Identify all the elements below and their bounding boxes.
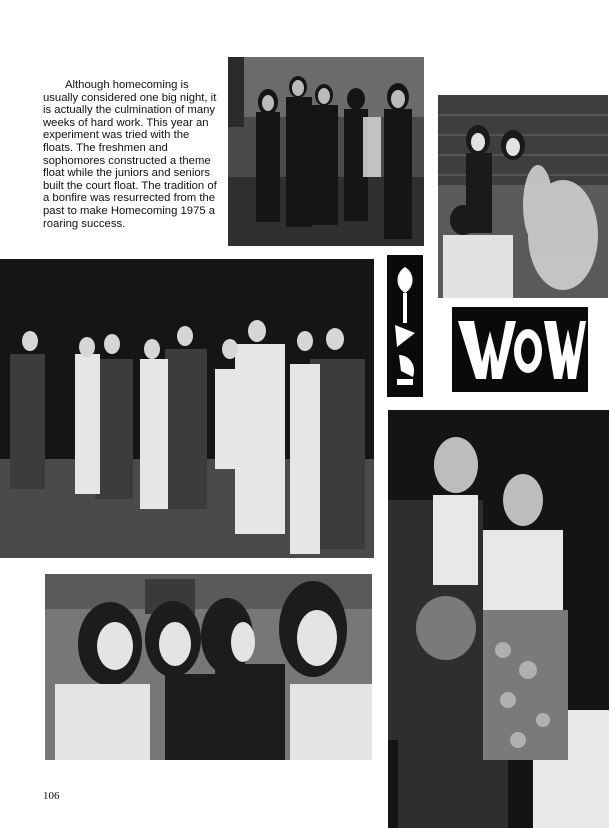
wow-logo xyxy=(452,307,588,392)
photo-float-construction xyxy=(438,95,608,298)
photo-girls-laughing xyxy=(45,574,372,760)
page-number: 106 xyxy=(43,790,60,802)
photo-homecoming-court xyxy=(0,259,374,558)
vertical-art-strip xyxy=(387,255,423,397)
intro-text: Although homecoming is usually considered one big night, it is actually the culmination of many weeks of hard work. This year an experiment was tried with the floats. The freshmen and sophomores constructed a theme float while the juniors and seniors built the court float. The tradition of a bonfire was resurrected from the past to make Homecoming 1975 a roaring success. xyxy=(43,79,217,230)
photo-students-group xyxy=(228,57,424,246)
photo-couple xyxy=(388,410,609,828)
intro-paragraph xyxy=(43,79,221,230)
